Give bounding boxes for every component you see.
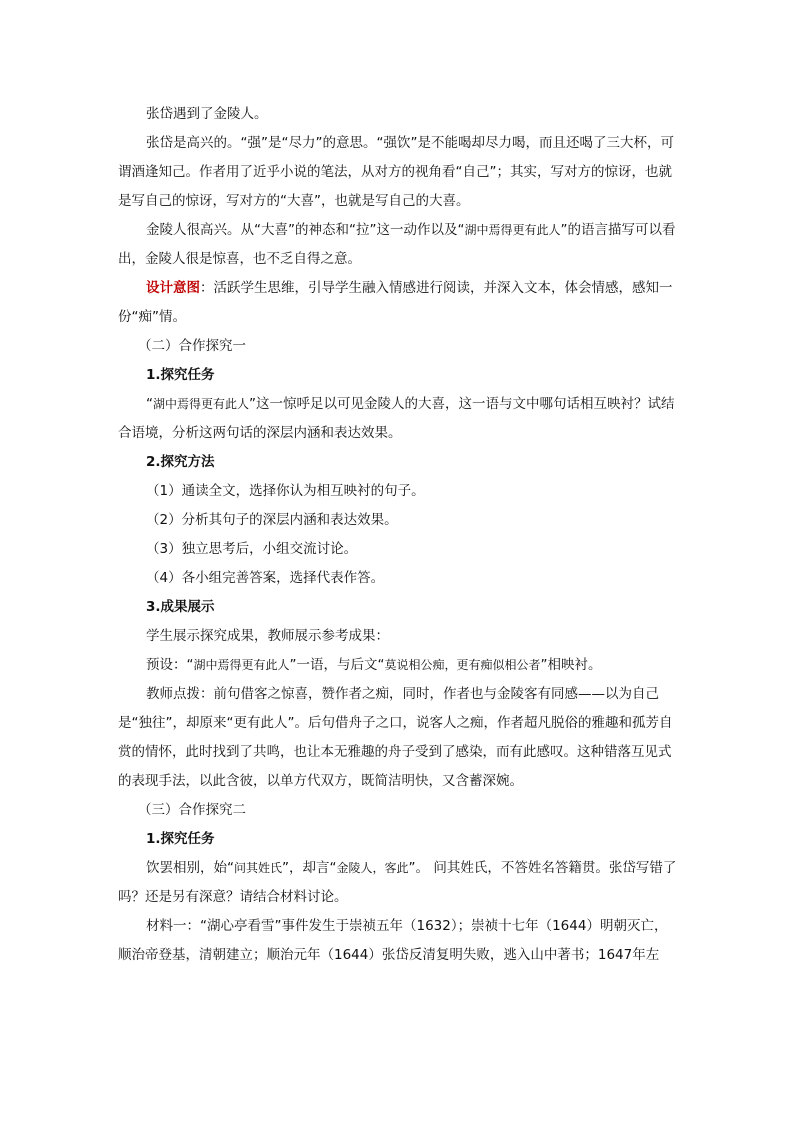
text-span: 预设：“ [146,657,194,673]
classical-quote: 湖中焉得更有此人 [153,397,250,411]
paragraph-zhangdai-met: 张岱遇到了金陵人。 [146,106,268,122]
heading-method: 2.探究方法 [146,454,215,470]
classical-quote: 湖中焉得更有此人 [193,658,290,672]
paragraph-preset [118,651,678,680]
heading-task: 1.探究任务 [146,367,215,383]
heading-task: 1.探究任务 [146,831,215,847]
paragraph-jinling-happy [118,216,678,274]
text-span: ”一语，与后文“ [289,657,385,673]
heading-result: 3.成果展示 [146,599,215,615]
section-title-explore-1: （二）合作探究一 [138,338,246,354]
classical-quote: 湖中焉得更有此人 [464,223,561,237]
paragraph-zhangdai-happy: 张岱是高兴的。“强”是“尽力”的意思。“强饮”是不能喝却尽力喝，而且还喝了三大杯，可谓酒逢知己。作者用了近乎小说的笔法，从对方的视角看“自己”；其实，写对方的惊讶，也就是写自己的惊讶，写对方的“大喜”，也就是写自己的大喜。 [118,135,674,209]
method-item: （3）独立思考后，小组交流讨论。 [146,541,358,557]
method-item: （1）通读全文，选择你认为相互映衬的句子。 [146,483,425,499]
paragraph-task [118,390,678,448]
text-span: 金陵人很高兴。从“大喜”的神态和“拉”这一动作以及“ [146,222,465,238]
paragraph-result-intro: 学生展示探究成果，教师展示参考成果： [146,628,389,644]
document-body [118,100,678,970]
text-span: ”的语言描写可以看出，金陵人很是惊喜，也不乏自得之意。 [118,222,676,267]
text-span: ”。 问其姓氏，不答姓名答籍贯。张岱写错了吗？还是另有深意？请结合材料讨论。 [118,860,677,905]
text-span: ”相映衬。 [540,657,602,673]
design-intent-label: 设计意图 [146,280,200,296]
method-item: （4）各小组完善答案，选择代表作答。 [146,570,385,586]
text-span: ”这一惊呼足以可见金陵人的大喜，这一语与文中哪句话相互映衬？试结合语境，分析这两句话的深层内涵和表达效果。 [118,396,675,441]
design-intent [118,274,678,332]
text-span: 饮罢相别，始“ [146,860,234,876]
section-title-explore-2: （三）合作探究二 [138,802,246,818]
classical-quote: 金陵人，客此 [336,861,409,875]
text-span: ”，却言“ [282,860,337,876]
method-item: （2）分析其句子的深层内涵和表达效果。 [146,512,398,528]
paragraph-material-1: 材料一：“湖心亭看雪”事件发生于崇祯五年（1632）；崇祯十七年（1644）明朝灭亡，顺治帝登基，清朝建立；顺治元年（1644）张岱反清复明失败，逃入山中著书；1647年左 [118,918,668,963]
classical-quote: 莫说相公痴，更有痴似相公者 [384,658,541,672]
text-span: “ [146,396,153,412]
classical-quote: 问其姓氏 [234,861,283,875]
design-intent-text: ：活跃学生思维，引导学生融入情感进行阅读，并深入文本，体会情感，感知一份“痴”情。 [118,280,673,325]
paragraph-task-2 [118,854,678,912]
paragraph-teacher-note: 教师点拨：前句借客之惊喜，赞作者之痴，同时，作者也与金陵客有同感——以为自己是“独往”，却原来“更有此人”。后句借舟子之口，说客人之痴，作者超凡脱俗的雅趣和孤芳自赏的情怀，此时找到了共鸣，也让本无雅趣的舟子受到了感染，而有此感叹。这种错落互见式的表现手法，以此含彼，以单方代双方，既简洁明快，又含蓄深婉。 [118,686,673,789]
